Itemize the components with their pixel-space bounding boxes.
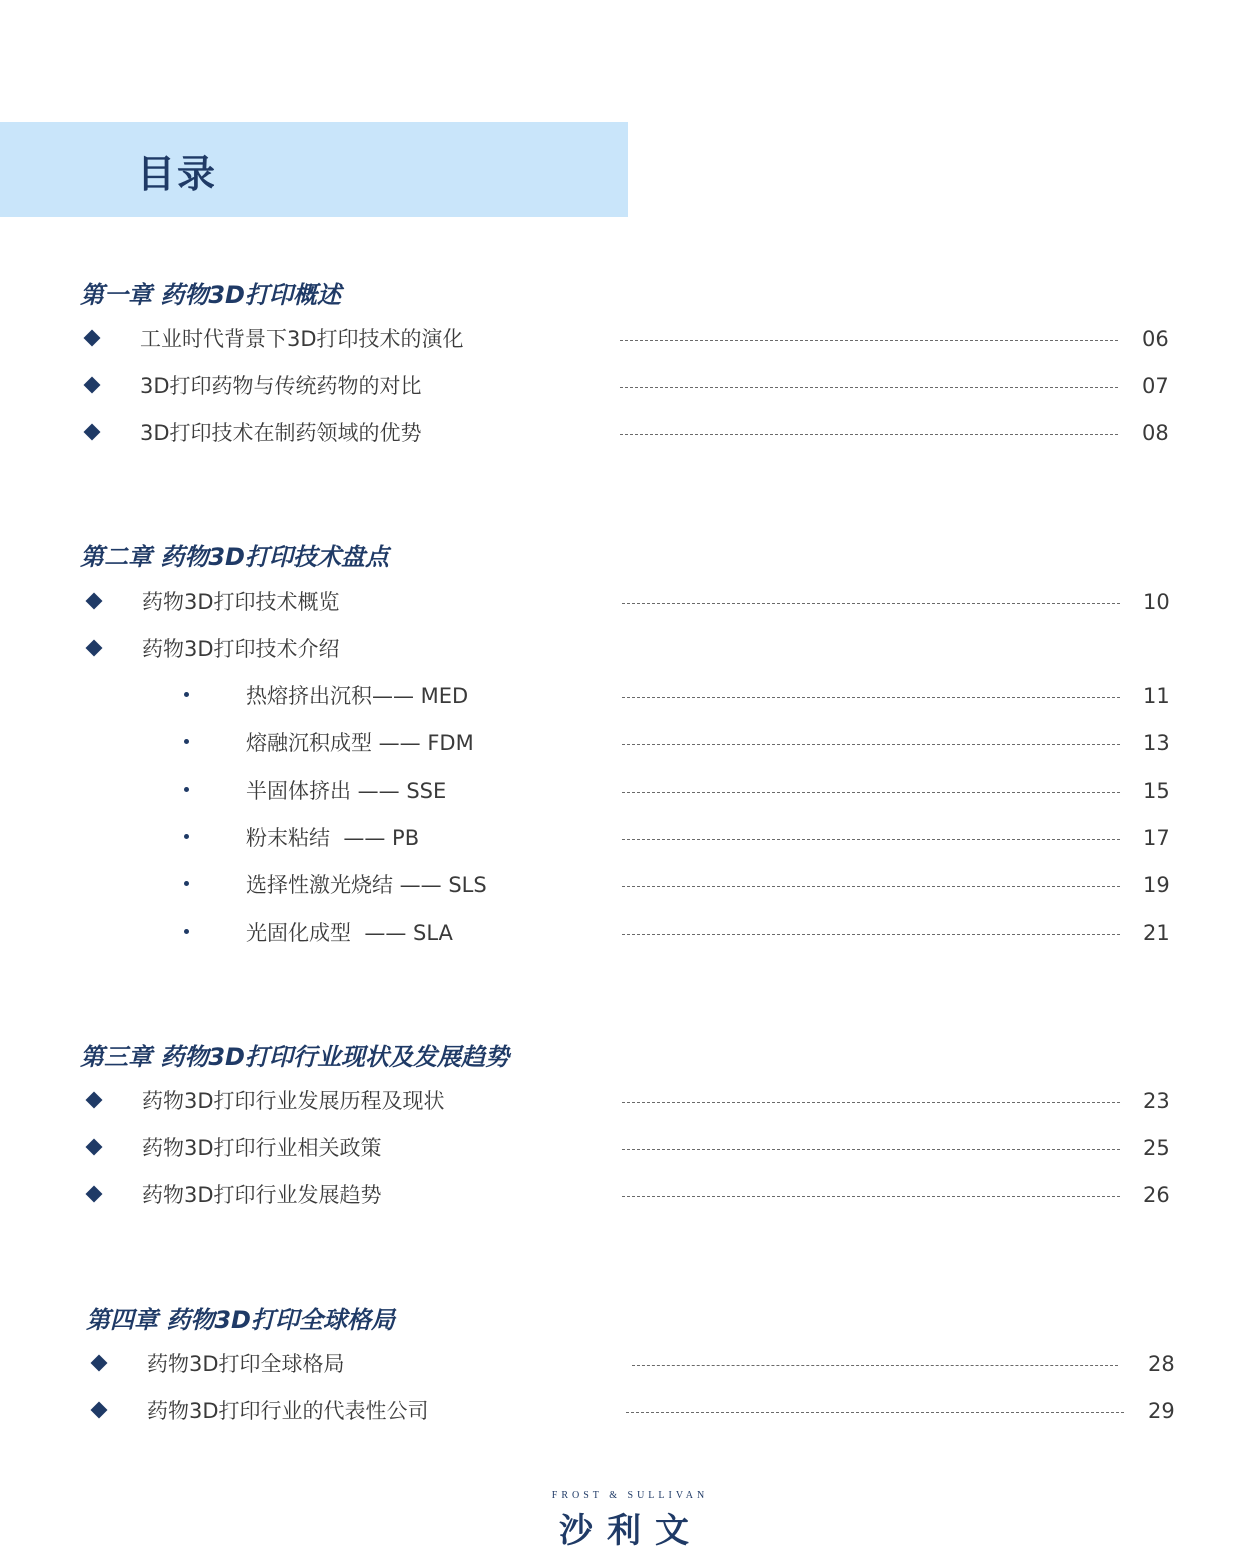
toc-entry-label: 半固体挤出 —— SSE [246, 779, 447, 803]
chapter-1-heading[interactable]: 第一章 药物3D打印概述 [80, 281, 341, 309]
toc-subentry[interactable] [0, 870, 1254, 900]
dotted-leader [622, 792, 1120, 793]
toc-entry[interactable] [0, 1133, 1254, 1163]
diamond-bullet-icon [86, 1186, 103, 1203]
diamond-bullet-icon [86, 1092, 103, 1109]
toc-entry-label: 工业时代背景下3D打印技术的演化 [140, 327, 464, 351]
dotted-leader [620, 387, 1118, 388]
toc-entry[interactable] [0, 371, 1254, 401]
toc-page-number: 19 [1143, 873, 1170, 897]
toc-entry-label: 选择性激光烧结 —— SLS [246, 873, 487, 897]
dotted-leader [622, 839, 1120, 840]
toc-entry-label: 药物3D打印技术介绍 [142, 637, 340, 661]
toc-page-number: 21 [1143, 921, 1170, 945]
toc-entry-label: 熔融沉积成型 —— FDM [246, 731, 474, 755]
toc-entry[interactable] [0, 418, 1254, 448]
toc-page-number: 23 [1143, 1089, 1170, 1113]
toc-page-number: 28 [1148, 1352, 1175, 1376]
toc-page-number: 25 [1143, 1136, 1170, 1160]
dot-bullet-icon [184, 834, 189, 839]
dot-bullet-icon [184, 739, 189, 744]
toc-page-number: 07 [1142, 374, 1169, 398]
diamond-bullet-icon [86, 593, 103, 610]
dotted-leader [622, 1102, 1120, 1103]
toc-page-number: 15 [1143, 779, 1170, 803]
title-band [0, 122, 628, 217]
chapter-3-heading[interactable]: 第三章 药物3D打印行业现状及发展趋势 [80, 1043, 509, 1071]
toc-subentry[interactable] [0, 918, 1254, 948]
chapter-4-heading[interactable]: 第四章 药物3D打印全球格局 [86, 1306, 395, 1334]
toc-entry-label: 药物3D打印行业的代表性公司 [147, 1399, 429, 1423]
dotted-leader [622, 1196, 1120, 1197]
dotted-leader [626, 1412, 1124, 1413]
diamond-bullet-icon [91, 1402, 108, 1419]
toc-entry-label: 3D打印药物与传统药物的对比 [140, 374, 422, 398]
toc-subentry[interactable] [0, 681, 1254, 711]
dot-bullet-icon [184, 929, 189, 934]
toc-entry-label: 3D打印技术在制药领域的优势 [140, 421, 422, 445]
toc-entry[interactable] [0, 1180, 1254, 1210]
dot-bullet-icon [184, 787, 189, 792]
dotted-leader [622, 744, 1120, 745]
toc-entry[interactable] [0, 1396, 1254, 1426]
toc-entry[interactable] [0, 1349, 1254, 1379]
page-title: 目录 [137, 152, 218, 196]
diamond-bullet-icon [84, 330, 101, 347]
dotted-leader [622, 886, 1120, 887]
toc-subentry[interactable] [0, 776, 1254, 806]
toc-subentry[interactable] [0, 728, 1254, 758]
toc-entry[interactable] [0, 587, 1254, 617]
dotted-leader [622, 697, 1120, 698]
toc-entry-label: 药物3D打印全球格局 [147, 1352, 345, 1376]
logo-chinese-text: 沙利文 [559, 1511, 703, 1551]
toc-entry[interactable] [0, 634, 1254, 664]
toc-subentry[interactable] [0, 823, 1254, 853]
dotted-leader [622, 1149, 1120, 1150]
diamond-bullet-icon [91, 1355, 108, 1372]
toc-entry-label: 药物3D打印行业发展趋势 [142, 1183, 382, 1207]
dotted-leader [622, 603, 1120, 604]
dotted-leader [620, 340, 1118, 341]
logo-english-text: FROST & SULLIVAN [551, 1490, 709, 1501]
toc-entry[interactable] [0, 1086, 1254, 1116]
diamond-bullet-icon [84, 424, 101, 441]
diamond-bullet-icon [84, 377, 101, 394]
toc-page-number: 26 [1143, 1183, 1170, 1207]
chapter-2-heading[interactable]: 第二章 药物3D打印技术盘点 [80, 543, 389, 571]
dot-bullet-icon [184, 692, 189, 697]
dotted-leader [622, 934, 1120, 935]
toc-page-number: 06 [1142, 327, 1169, 351]
toc-entry-label: 药物3D打印技术概览 [142, 590, 340, 614]
toc-entry-label: 药物3D打印行业发展历程及现状 [142, 1089, 445, 1113]
toc-page-number: 17 [1143, 826, 1170, 850]
toc-page-number: 10 [1143, 590, 1170, 614]
toc-page-number: 08 [1142, 421, 1169, 445]
toc-page-number: 11 [1143, 684, 1170, 708]
dotted-leader [620, 434, 1118, 435]
toc-page-number: 29 [1148, 1399, 1175, 1423]
diamond-bullet-icon [86, 640, 103, 657]
toc-entry-label: 粉末粘结 —— PB [246, 826, 420, 850]
dot-bullet-icon [184, 881, 189, 886]
toc-entry-label: 热熔挤出沉积—— MED [246, 684, 469, 708]
toc-entry-label: 光固化成型 —— SLA [246, 921, 453, 945]
toc-entry-label: 药物3D打印行业相关政策 [142, 1136, 382, 1160]
toc-entry[interactable] [0, 324, 1254, 354]
toc-page-number: 13 [1143, 731, 1170, 755]
dotted-leader [632, 1365, 1118, 1366]
diamond-bullet-icon [86, 1139, 103, 1156]
